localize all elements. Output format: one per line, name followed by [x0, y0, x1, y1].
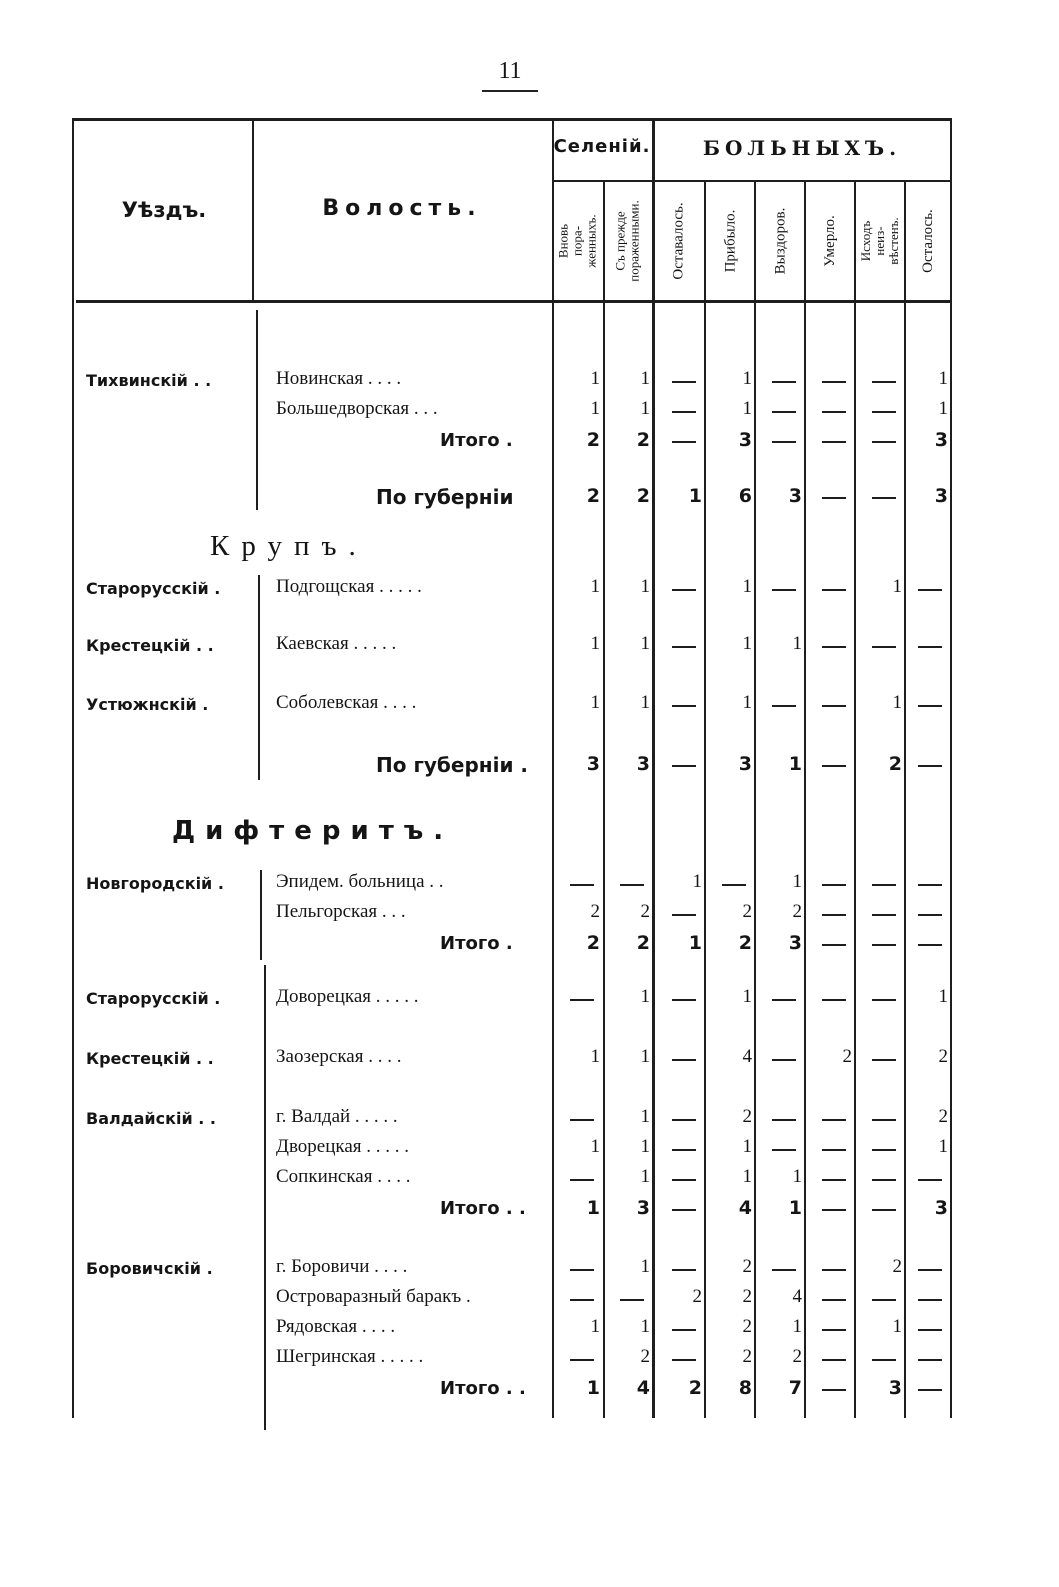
- cell-value: 2: [586, 485, 600, 507]
- cell-value: 2: [742, 1286, 752, 1307]
- cell-value: 1: [640, 1106, 650, 1127]
- volost-name: Эпидем. больница . .: [276, 871, 444, 892]
- uezd-name: Боровичскій .: [86, 1259, 213, 1278]
- section-title-krup: Крупъ.: [210, 530, 368, 562]
- total-label: Итого .: [440, 933, 513, 954]
- cell-value: 2: [692, 1286, 702, 1307]
- cell-value: 2: [590, 901, 600, 922]
- header-seleniy: Селеній.: [553, 136, 651, 157]
- subheader-ostalos: Осталось.: [920, 209, 937, 273]
- cell-value: 1: [938, 368, 948, 389]
- cell-value: 2: [636, 485, 650, 507]
- cell-value: 1: [742, 1166, 752, 1187]
- cell-dash: [772, 999, 796, 1001]
- cell-value: 1: [788, 1197, 802, 1219]
- cell-dash: [872, 999, 896, 1001]
- cell-value: 1: [640, 692, 650, 713]
- cell-value: 4: [738, 1197, 752, 1219]
- cell-value: 1: [892, 576, 902, 597]
- cell-value: 2: [688, 1377, 702, 1399]
- cell-value: 2: [742, 901, 752, 922]
- cell-value: 1: [742, 692, 752, 713]
- cell-value: 1: [788, 753, 802, 775]
- cell-value: 1: [590, 1136, 600, 1157]
- cell-value: 3: [738, 753, 752, 775]
- cell-value: 1: [742, 633, 752, 654]
- cell-value: 2: [636, 429, 650, 451]
- cell-value: 1: [938, 398, 948, 419]
- header-volost: Волость.: [322, 196, 482, 221]
- cell-dash: [822, 1119, 846, 1121]
- cell-dash: [772, 381, 796, 383]
- cell-value: 1: [590, 1046, 600, 1067]
- volost-rule-1: [256, 310, 258, 510]
- cell-value: 2: [636, 932, 650, 954]
- cell-value: 3: [788, 932, 802, 954]
- cell-dash: [872, 1359, 896, 1361]
- cell-value: 3: [934, 485, 948, 507]
- cell-value: 3: [934, 429, 948, 451]
- cell-dash: [872, 1299, 896, 1301]
- volost-name: Каевская . . . . .: [276, 633, 397, 654]
- volost-name: Островаразный баракъ .: [276, 1286, 471, 1307]
- cell-value: 1: [640, 398, 650, 419]
- cell-dash: [822, 765, 846, 767]
- subheader-ostavalos: Оставалось.: [671, 202, 688, 280]
- total-label: Итого . .: [440, 1378, 526, 1399]
- cell-dash: [772, 1149, 796, 1151]
- uezd-name: Старорусскій .: [86, 989, 221, 1008]
- cell-dash: [872, 944, 896, 946]
- cell-dash: [772, 411, 796, 413]
- volost-name: Соболевская . . . .: [276, 692, 417, 713]
- volost-rule-3: [260, 870, 262, 960]
- cell-value: 1: [688, 485, 702, 507]
- cell-value: 1: [688, 932, 702, 954]
- cell-dash: [672, 589, 696, 591]
- gubernia-total-label: По губерніи: [376, 485, 514, 509]
- cell-value: 2: [586, 932, 600, 954]
- cell-value: 2: [938, 1106, 948, 1127]
- cell-dash: [822, 411, 846, 413]
- volost-rule-4: [264, 965, 266, 1430]
- cell-value: 1: [586, 1197, 600, 1219]
- cell-value: 3: [636, 753, 650, 775]
- cell-dash: [822, 441, 846, 443]
- cell-dash: [822, 1329, 846, 1331]
- cell-dash: [672, 765, 696, 767]
- cell-dash: [822, 589, 846, 591]
- table-top-rule: [72, 118, 950, 121]
- cell-value: 1: [742, 398, 752, 419]
- cell-dash: [822, 381, 846, 383]
- cell-value: 1: [590, 633, 600, 654]
- cell-dash: [672, 1179, 696, 1181]
- cell-value: 2: [640, 1346, 650, 1367]
- cell-dash: [672, 705, 696, 707]
- cell-dash: [918, 1389, 942, 1391]
- cell-dash: [918, 884, 942, 886]
- cell-value: 3: [788, 485, 802, 507]
- cell-dash: [822, 497, 846, 499]
- cell-value: 1: [742, 986, 752, 1007]
- volost-name: Заозерская . . . .: [276, 1046, 402, 1067]
- cell-dash: [570, 999, 594, 1001]
- uezd-name: Старорусскій .: [86, 579, 221, 598]
- cell-dash: [822, 646, 846, 648]
- cell-value: 2: [792, 1346, 802, 1367]
- cell-value: 1: [640, 576, 650, 597]
- volost-name: Доворецкая . . . . .: [276, 986, 419, 1007]
- cell-value: 1: [590, 1316, 600, 1337]
- uezd-name: Крестецкій . .: [86, 636, 214, 655]
- uezd-name: Валдайскій . .: [86, 1109, 216, 1128]
- table-left-rule: [72, 118, 74, 1418]
- cell-value: 4: [636, 1377, 650, 1399]
- uezd-name: Устюжнскій .: [86, 695, 209, 714]
- cell-dash: [872, 1059, 896, 1061]
- cell-value: 1: [742, 1136, 752, 1157]
- uezd-name: Новгородскій .: [86, 874, 224, 893]
- volost-name: Рядовская . . . .: [276, 1316, 396, 1337]
- cell-dash: [918, 914, 942, 916]
- cell-dash: [772, 705, 796, 707]
- cell-dash: [822, 1149, 846, 1151]
- cell-dash: [620, 884, 644, 886]
- cell-dash: [672, 1059, 696, 1061]
- cell-value: 8: [738, 1377, 752, 1399]
- volost-name: Новинская . . . .: [276, 368, 402, 389]
- cell-value: 1: [640, 1046, 650, 1067]
- cell-value: 2: [640, 901, 650, 922]
- cell-dash: [672, 411, 696, 413]
- cell-value: 4: [742, 1046, 752, 1067]
- cell-value: 1: [640, 1166, 650, 1187]
- cell-dash: [620, 1299, 644, 1301]
- uezd-name: Тихвинскій . .: [86, 371, 212, 390]
- cell-dash: [872, 1179, 896, 1181]
- volost-name: Подгощская . . . . .: [276, 576, 422, 597]
- cell-dash: [918, 765, 942, 767]
- subheader-s-prezhde: Съ прежде пораженными.: [613, 200, 643, 282]
- cell-dash: [672, 1119, 696, 1121]
- cell-value: 1: [640, 1136, 650, 1157]
- cell-dash: [872, 1149, 896, 1151]
- cell-value: 2: [742, 1346, 752, 1367]
- cell-value: 1: [590, 576, 600, 597]
- cell-dash: [918, 1179, 942, 1181]
- cell-value: 1: [938, 1136, 948, 1157]
- cell-dash: [570, 1179, 594, 1181]
- cell-value: 1: [640, 1316, 650, 1337]
- section-title-difterit: Дифтеритъ.: [172, 816, 454, 846]
- cell-dash: [872, 1119, 896, 1121]
- cell-value: 2: [738, 932, 752, 954]
- cell-value: 2: [742, 1256, 752, 1277]
- subheader-vnov: Вновь пора- женныхъ.: [556, 214, 600, 268]
- cell-value: 2: [938, 1046, 948, 1067]
- table-right-rule: [950, 118, 952, 1418]
- volost-rule-2: [258, 575, 260, 780]
- cell-dash: [822, 914, 846, 916]
- cell-dash: [918, 1359, 942, 1361]
- cell-dash: [672, 1269, 696, 1271]
- cell-dash: [918, 646, 942, 648]
- cell-dash: [772, 1119, 796, 1121]
- cell-value: 1: [792, 1166, 802, 1187]
- cell-value: 3: [636, 1197, 650, 1219]
- cell-dash: [822, 1389, 846, 1391]
- cell-value: 1: [590, 368, 600, 389]
- volost-name: г. Валдай . . . . .: [276, 1106, 398, 1127]
- cell-dash: [822, 999, 846, 1001]
- cell-value: 1: [640, 986, 650, 1007]
- volost-name: Дворецкая . . . . .: [276, 1136, 410, 1157]
- cell-value: 3: [738, 429, 752, 451]
- cell-dash: [570, 1269, 594, 1271]
- cell-dash: [822, 1179, 846, 1181]
- cell-dash: [672, 1359, 696, 1361]
- cell-dash: [872, 381, 896, 383]
- cell-dash: [772, 1059, 796, 1061]
- cell-dash: [918, 589, 942, 591]
- gubernia-total-label: По губерніи .: [376, 753, 529, 777]
- volost-name: Сопкинская . . . .: [276, 1166, 411, 1187]
- cell-value: 1: [792, 1316, 802, 1337]
- cell-dash: [722, 884, 746, 886]
- subheader-ishod: Исходъ неиз- вѣстенъ.: [858, 217, 901, 265]
- total-label: Итого . .: [440, 1198, 526, 1219]
- cell-value: 1: [590, 398, 600, 419]
- cell-value: 7: [788, 1377, 802, 1399]
- cell-dash: [872, 914, 896, 916]
- cell-dash: [772, 441, 796, 443]
- cell-value: 2: [742, 1106, 752, 1127]
- col-rule-7: [854, 182, 856, 1418]
- cell-dash: [672, 914, 696, 916]
- cell-value: 1: [640, 1256, 650, 1277]
- cell-value: 1: [586, 1377, 600, 1399]
- cell-dash: [822, 944, 846, 946]
- total-label: Итого .: [440, 430, 513, 451]
- cell-value: 2: [742, 1316, 752, 1337]
- cell-dash: [672, 999, 696, 1001]
- cell-dash: [822, 1269, 846, 1271]
- cell-value: 6: [738, 485, 752, 507]
- cell-dash: [872, 441, 896, 443]
- cell-dash: [570, 1119, 594, 1121]
- cell-dash: [872, 497, 896, 499]
- cell-value: 1: [792, 633, 802, 654]
- cell-value: 2: [888, 753, 902, 775]
- volost-name: Шегринская . . . . .: [276, 1346, 424, 1367]
- header-bolnyh: БОЛЬНЫХЪ.: [702, 136, 902, 160]
- cell-value: 3: [934, 1197, 948, 1219]
- page-number: 11: [498, 58, 522, 84]
- cell-dash: [872, 411, 896, 413]
- cell-dash: [822, 1209, 846, 1211]
- cell-dash: [918, 1299, 942, 1301]
- cell-dash: [772, 1269, 796, 1271]
- cell-dash: [570, 1299, 594, 1301]
- cell-dash: [822, 1359, 846, 1361]
- cell-value: 4: [792, 1286, 802, 1307]
- cell-value: 2: [892, 1256, 902, 1277]
- cell-dash: [872, 646, 896, 648]
- seleniy-right-rule: [652, 118, 655, 1418]
- cell-dash: [672, 1149, 696, 1151]
- cell-value: 2: [586, 429, 600, 451]
- cell-value: 1: [590, 692, 600, 713]
- cell-value: 1: [892, 1316, 902, 1337]
- col-rule-5: [754, 182, 756, 1418]
- cell-dash: [918, 1269, 942, 1271]
- subheader-umerlo: Умерло.: [822, 215, 838, 267]
- volost-name: г. Боровичи . . . .: [276, 1256, 408, 1277]
- cell-value: 1: [742, 576, 752, 597]
- cell-dash: [872, 1209, 896, 1211]
- volost-name: Пельгорская . . .: [276, 901, 406, 922]
- cell-dash: [918, 705, 942, 707]
- volost-name: Большедворская . . .: [276, 398, 438, 419]
- uezd-name: Крестецкій . .: [86, 1049, 214, 1068]
- cell-value: 1: [938, 986, 948, 1007]
- header-bottom-rule: [76, 300, 952, 303]
- cell-dash: [672, 1329, 696, 1331]
- cell-value: 3: [586, 753, 600, 775]
- cell-dash: [822, 884, 846, 886]
- cell-value: 1: [640, 633, 650, 654]
- cell-dash: [672, 381, 696, 383]
- subheader-vyzdorov: Выздоров.: [772, 207, 789, 275]
- cell-value: 3: [888, 1377, 902, 1399]
- cell-dash: [672, 441, 696, 443]
- col-rule-6: [804, 182, 806, 1418]
- cell-dash: [918, 1329, 942, 1331]
- subheader-pribylo: Прибыло.: [722, 209, 738, 273]
- cell-value: 1: [692, 871, 702, 892]
- cell-dash: [772, 589, 796, 591]
- cell-value: 1: [792, 871, 802, 892]
- header-uezd: Уѣздъ.: [121, 198, 207, 222]
- cell-value: 1: [640, 368, 650, 389]
- cell-value: 2: [842, 1046, 852, 1067]
- cell-dash: [570, 884, 594, 886]
- cell-dash: [918, 944, 942, 946]
- cell-dash: [822, 1299, 846, 1301]
- cell-value: 1: [742, 368, 752, 389]
- cell-dash: [672, 1209, 696, 1211]
- cell-dash: [672, 646, 696, 648]
- cell-dash: [872, 884, 896, 886]
- cell-value: 2: [792, 901, 802, 922]
- cell-dash: [822, 705, 846, 707]
- cell-value: 1: [892, 692, 902, 713]
- cell-dash: [570, 1359, 594, 1361]
